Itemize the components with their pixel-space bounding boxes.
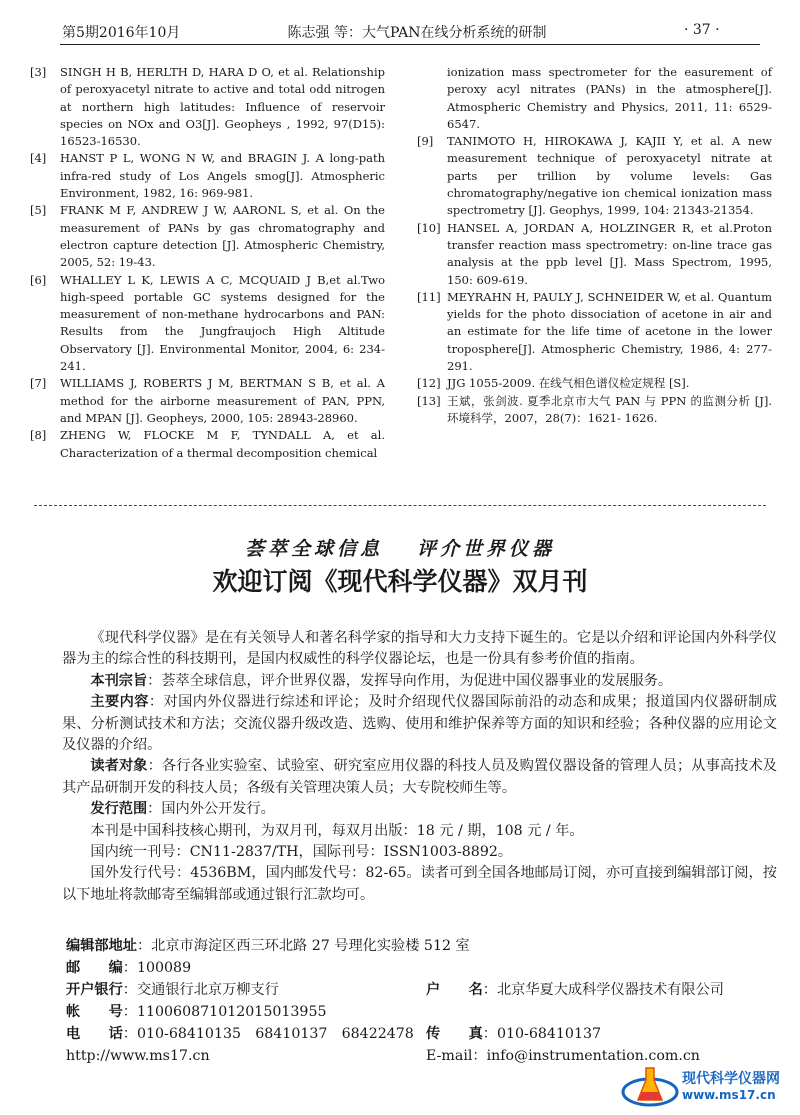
- reference-item: [30, 272, 385, 376]
- zip-value: ：100089: [122, 960, 192, 976]
- reference-number: [5]: [30, 203, 47, 218]
- slogan-part-2: 评介世界仪器: [417, 538, 556, 560]
- reference-number: [7]: [30, 376, 47, 391]
- header-rule: [60, 44, 760, 45]
- account-label: 帐 号: [66, 1004, 123, 1020]
- reference-text: HANSEL A, JORDAN A, HOLZINGER R, et al.Proton transfer reaction mass spectrometry: on-line trace gas analysis at the ppb level [J]. Mass Spectrom, 1995, 150: 609-619.: [447, 220, 772, 287]
- email-link[interactable]: E-mail：info@instrumentation.com.cn: [426, 1048, 700, 1064]
- bank-label: 开户银行: [66, 982, 123, 998]
- watermark-name: 现代科学仪器网: [682, 1071, 780, 1087]
- ad-price: 本刊是中国科技核心期刊，为双月刊，每双月出版：18 元 / 期，108 元 / 年。: [90, 822, 584, 839]
- content-label: 主要内容: [90, 694, 149, 711]
- readers-label: 读者对象: [90, 758, 148, 775]
- running-title: 陈志强 等：大气PAN在线分析系统的研制: [287, 25, 547, 41]
- reference-text: ZHENG W, FLOCKE M F, TYNDALL A, et al. Characterization of a thermal decomposition chemical: [60, 428, 385, 460]
- scope-label: 发行范围: [90, 801, 148, 818]
- ad-readers: [62, 756, 777, 799]
- ad-subscription: 国外发行代号：4536BM，国内邮发代号：82-65。读者可到全国各地邮局订阅，亦可直接到编辑部订阅，按以下地址将款邮寄至编辑部或通过银行汇款均可。: [62, 865, 777, 903]
- reference-item: [417, 133, 772, 219]
- website-link[interactable]: http://www.ms17.cn: [66, 1048, 210, 1064]
- reference-text: JJG 1055-2009. 在线气相色谱仪检定规程 [S].: [447, 376, 690, 391]
- ad-body: [62, 628, 777, 906]
- readers-text: ：各行各业实验室、试验室、研究室应用仪器的科技人员及购置仪器设备的管理人员；从事高技术及其产品研制开发的科技人员；各级有关管理决策人员；大专院校师生等。: [62, 758, 777, 796]
- reference-text: TANIMOTO H, HIROKAWA J, KAJII Y, et al. A new measurement technique of peroxyacetyl nitrate at parts per trillion by volume levels: Gas chromatography/negative ion chemical ionization mass spectrometry [J]. Geophys, 1999, 104: 21343-21354.: [447, 134, 772, 218]
- references-right-column: [417, 64, 772, 427]
- reference-item: [417, 289, 772, 375]
- ad-issn: 国内统一刊号：CN11-2837/TH，国际刊号：ISSN1003-8892。: [90, 844, 513, 861]
- page-number: · 37 ·: [684, 22, 720, 38]
- references-left-column: [30, 64, 385, 462]
- reference-item: [30, 202, 385, 271]
- fax-label: 传 真: [426, 1026, 483, 1042]
- bank-row: [66, 979, 776, 1001]
- purpose-text: ：荟萃全球信息，评介世界仪器，发挥导向作用，为促进中国仪器事业的发展服务。: [147, 672, 673, 689]
- tel-label: 电 话: [66, 1026, 123, 1042]
- reference-text: WHALLEY L K, LEWIS A C, MCQUAID J B,et al.Two high-speed portable GC systems designed for the measurement of non-methane hydrocarbons and PAN: Results from the Jungfraujoch High Altitude Observatory [J]. Environmental Monitor, 2004, 6: 234-241.: [60, 272, 385, 374]
- address-row: [66, 935, 776, 957]
- zip-label: 邮 编: [66, 960, 123, 976]
- address-value: ：北京市海淀区西三环北路 27 号理化实验楼 512 室: [136, 938, 470, 954]
- holder-label: 户 名: [426, 982, 483, 998]
- account-row: [66, 1001, 776, 1023]
- reference-text: HANST P L, WONG N W, and BRAGIN J. A long-path infra-red study of Los Angels smog[J]. Atmospheric Environment, 1982, 16: 969-981.: [60, 151, 385, 201]
- reference-item: [417, 393, 772, 428]
- reference-text: ionization mass spectrometer for the easurement of peroxy acyl nitrates (PANs) in the atmosphere[J]. Atmospheric Chemistry and Physics, 2011, 11: 6529-6547.: [447, 65, 772, 131]
- reference-item: [30, 150, 385, 202]
- account-value: ：110060871012015013955: [122, 1004, 327, 1020]
- holder-value: ：北京华夏大成科学仪器技术有限公司: [482, 982, 724, 998]
- purpose-label: 本刊宗旨: [90, 672, 148, 689]
- watermark-url: www.ms17.cn: [682, 1088, 776, 1102]
- ad-intro: 《现代科学仪器》是在有关领导人和著名科学家的指导和大力支持下诞生的。它是以介绍和评论国内外科学仪器为主的综合性的科技期刊，是国内权威性的科学仪器论坛，也是一份具有参考价值的指南。: [62, 630, 777, 668]
- fax-value: ：010-68410137: [482, 1026, 602, 1042]
- reference-item: [30, 427, 385, 462]
- ad-purpose: [62, 671, 777, 692]
- reference-number: [4]: [30, 151, 47, 166]
- reference-text: SINGH H B, HERLTH D, HARA D O, et al. Relationship of peroxyacetyl nitrate to active and total odd nitrogen at northern high latitudes: Influence of reservoir species on NOx and O3[J]. Geopheys , 1992, 97(D15): 16523-16530.: [60, 65, 385, 149]
- reference-text: 王斌，张剑波. 夏季北京市大气 PAN 与 PPN 的监测分析 [J]. 环境科学，2007，28(7)：1621- 1626.: [447, 393, 772, 425]
- issue-date: 第5期2016年10月: [62, 25, 181, 41]
- reference-number: [12]: [417, 376, 441, 391]
- flask-logo-icon: [620, 1062, 680, 1110]
- reference-item: [417, 375, 772, 392]
- phone-row: [66, 1023, 776, 1045]
- ad-slogan: [0, 534, 800, 561]
- section-divider: [34, 505, 766, 506]
- reference-number: [10]: [417, 220, 441, 235]
- reference-item: [417, 220, 772, 289]
- site-watermark: [620, 1062, 795, 1110]
- zip-row: [66, 957, 776, 979]
- reference-text: MEYRAHN H, PAULY J, SCHNEIDER W, et al. Quantum yields for the photo dissociation of acetone in air and an estimate for the life time of acetone in the lower troposphere[J]. Atmospheric Chemistry, 1986, 4: 277-291.: [447, 289, 772, 374]
- tel-value: ：010-68410135 68410137 68422478: [122, 1026, 414, 1042]
- ad-title: 欢迎订阅《现代科学仪器》双月刊: [212, 567, 588, 596]
- bank-value: ：交通银行北京万柳支行: [122, 982, 279, 998]
- reference-number: [8]: [30, 428, 47, 443]
- ad-scope: [62, 799, 777, 820]
- running-header: [0, 0, 800, 48]
- contact-block: [66, 935, 776, 1067]
- reference-number: [9]: [417, 134, 434, 149]
- content-text: ：对国内外仪器进行综述和评论；及时介绍现代仪器国际前沿的动态和成果；报道国内仪器研制成果、分析测试技术和方法；交流仪器升级改造、选购、使用和维护保养等方面的知识和经验；各种仪器的应用论文及仪器的介绍。: [62, 694, 777, 754]
- address-label: 编辑部地址: [66, 938, 137, 954]
- slogan-part-1: 荟萃全球信息: [244, 538, 383, 560]
- reference-number: [11]: [417, 289, 441, 304]
- reference-text: FRANK M F, ANDREW J W, AARONL S, et al. On the measurement of PANs by gas chromatography and electron capture detection [J]. Atmospheric Chemistry, 2005, 52: 19-43.: [60, 203, 385, 270]
- ad-content: [62, 692, 777, 756]
- reference-item: [30, 375, 385, 427]
- reference-text: WILLIAMS J, ROBERTS J M, BERTMAN S B, et al. A method for the airborne measurement of PAN, PPN, and MPAN [J]. Geopheys, 2000, 105: 28943-28960.: [60, 376, 385, 425]
- reference-number: [13]: [417, 393, 441, 408]
- reference-item: [30, 64, 385, 150]
- scope-text: ：国内外公开发行。: [147, 801, 275, 818]
- reference-number: [3]: [30, 65, 47, 79]
- reference-number: [6]: [30, 272, 47, 287]
- reference-item: [417, 64, 772, 133]
